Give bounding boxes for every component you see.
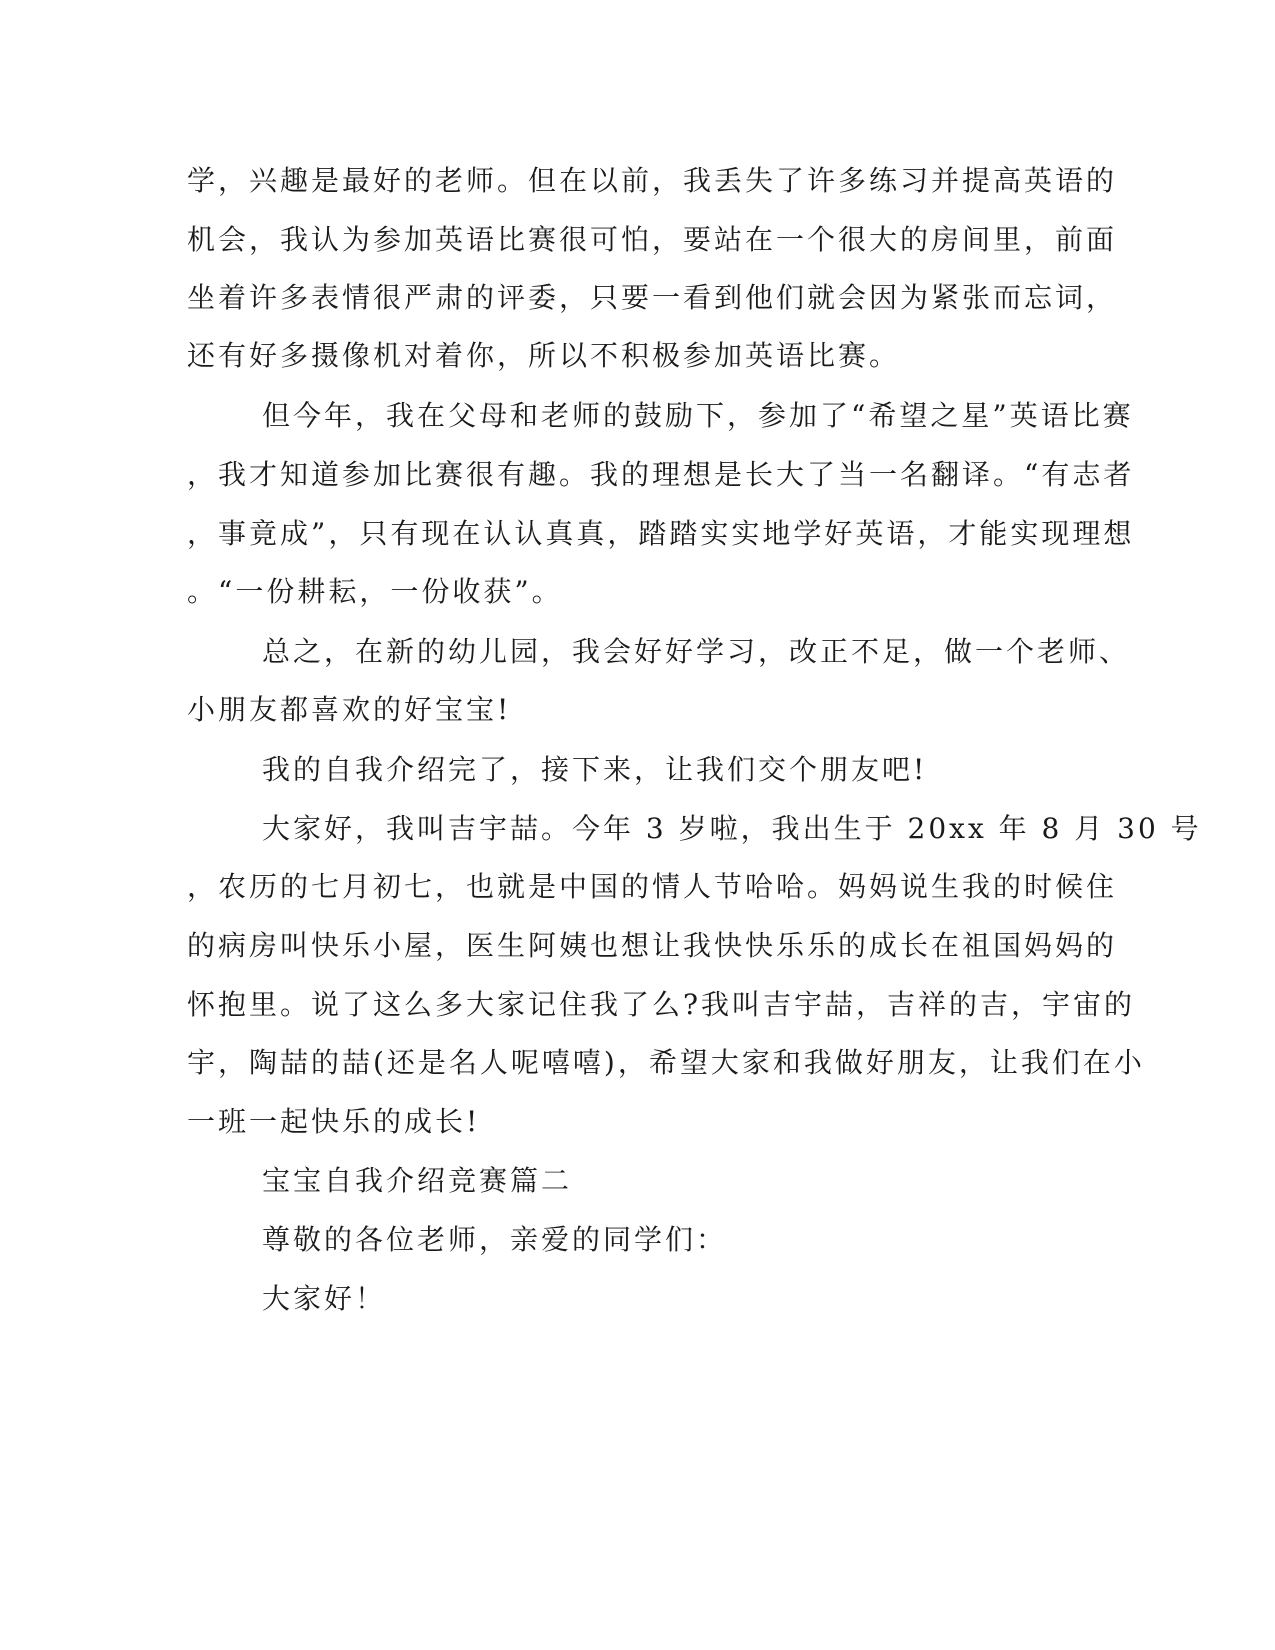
text-line: 还有好多摄像机对着你，所以不积极参加英语比赛。 <box>187 339 901 372</box>
text-line: 。“一份耕耘，一份收获”。 <box>187 575 563 608</box>
section-heading: 宝宝自我介绍竞赛篇二 <box>262 1164 573 1197</box>
text-line: ，我才知道参加比赛很有趣。我的理想是长大了当一名翻译。“有志者 <box>187 458 1135 491</box>
text-line: 宇，陶喆的喆(还是名人呢嘻嘻)，希望大家和我做好朋友，让我们在小 <box>187 1046 1145 1079</box>
greeting: 大家好！ <box>262 1282 387 1315</box>
text-line: ，事竟成”，只有现在认认真真，踏踏实实地学好英语，才能实现理想 <box>187 517 1135 550</box>
salutation: 尊敬的各位老师，亲爱的同学们： <box>262 1223 728 1256</box>
paragraph-first-line: 我的自我介绍完了，接下来，让我们交个朋友吧! <box>262 753 928 786</box>
text-line: 一班一起快乐的成长! <box>187 1105 481 1138</box>
paragraph-first-line: 大家好，我叫吉宇喆。今年 3 岁啦，我出生于 20xx 年 8 月 30 号 <box>262 812 1202 845</box>
text-line: 机会，我认为参加英语比赛很可怕，要站在一个很大的房间里，前面 <box>187 223 1118 256</box>
text-line: 怀抱里。说了这么多大家记住我了么?我叫吉宇喆，吉祥的吉，宇宙的 <box>187 988 1136 1021</box>
text-line: ，农历的七月初七，也就是中国的情人节哈哈。妈妈说生我的时候住 <box>187 870 1118 903</box>
paragraph-first-line: 总之，在新的幼儿园，我会好好学习，改正不足，做一个老师、 <box>262 635 1131 668</box>
text-line: 小朋友都喜欢的好宝宝! <box>187 693 512 726</box>
paragraph-first-line: 但今年，我在父母和老师的鼓励下，参加了“希望之星”英语比赛 <box>262 399 1134 432</box>
text-line: 学，兴趣是最好的老师。但在以前，我丢失了许多练习并提高英语的 <box>187 164 1118 197</box>
text-line: 的病房叫快乐小屋，医生阿姨也想让我快快乐乐的成长在祖国妈妈的 <box>187 929 1118 962</box>
text-line: 坐着许多表情很严肃的评委，只要一看到他们就会因为紧张而忘词， <box>187 281 1118 314</box>
